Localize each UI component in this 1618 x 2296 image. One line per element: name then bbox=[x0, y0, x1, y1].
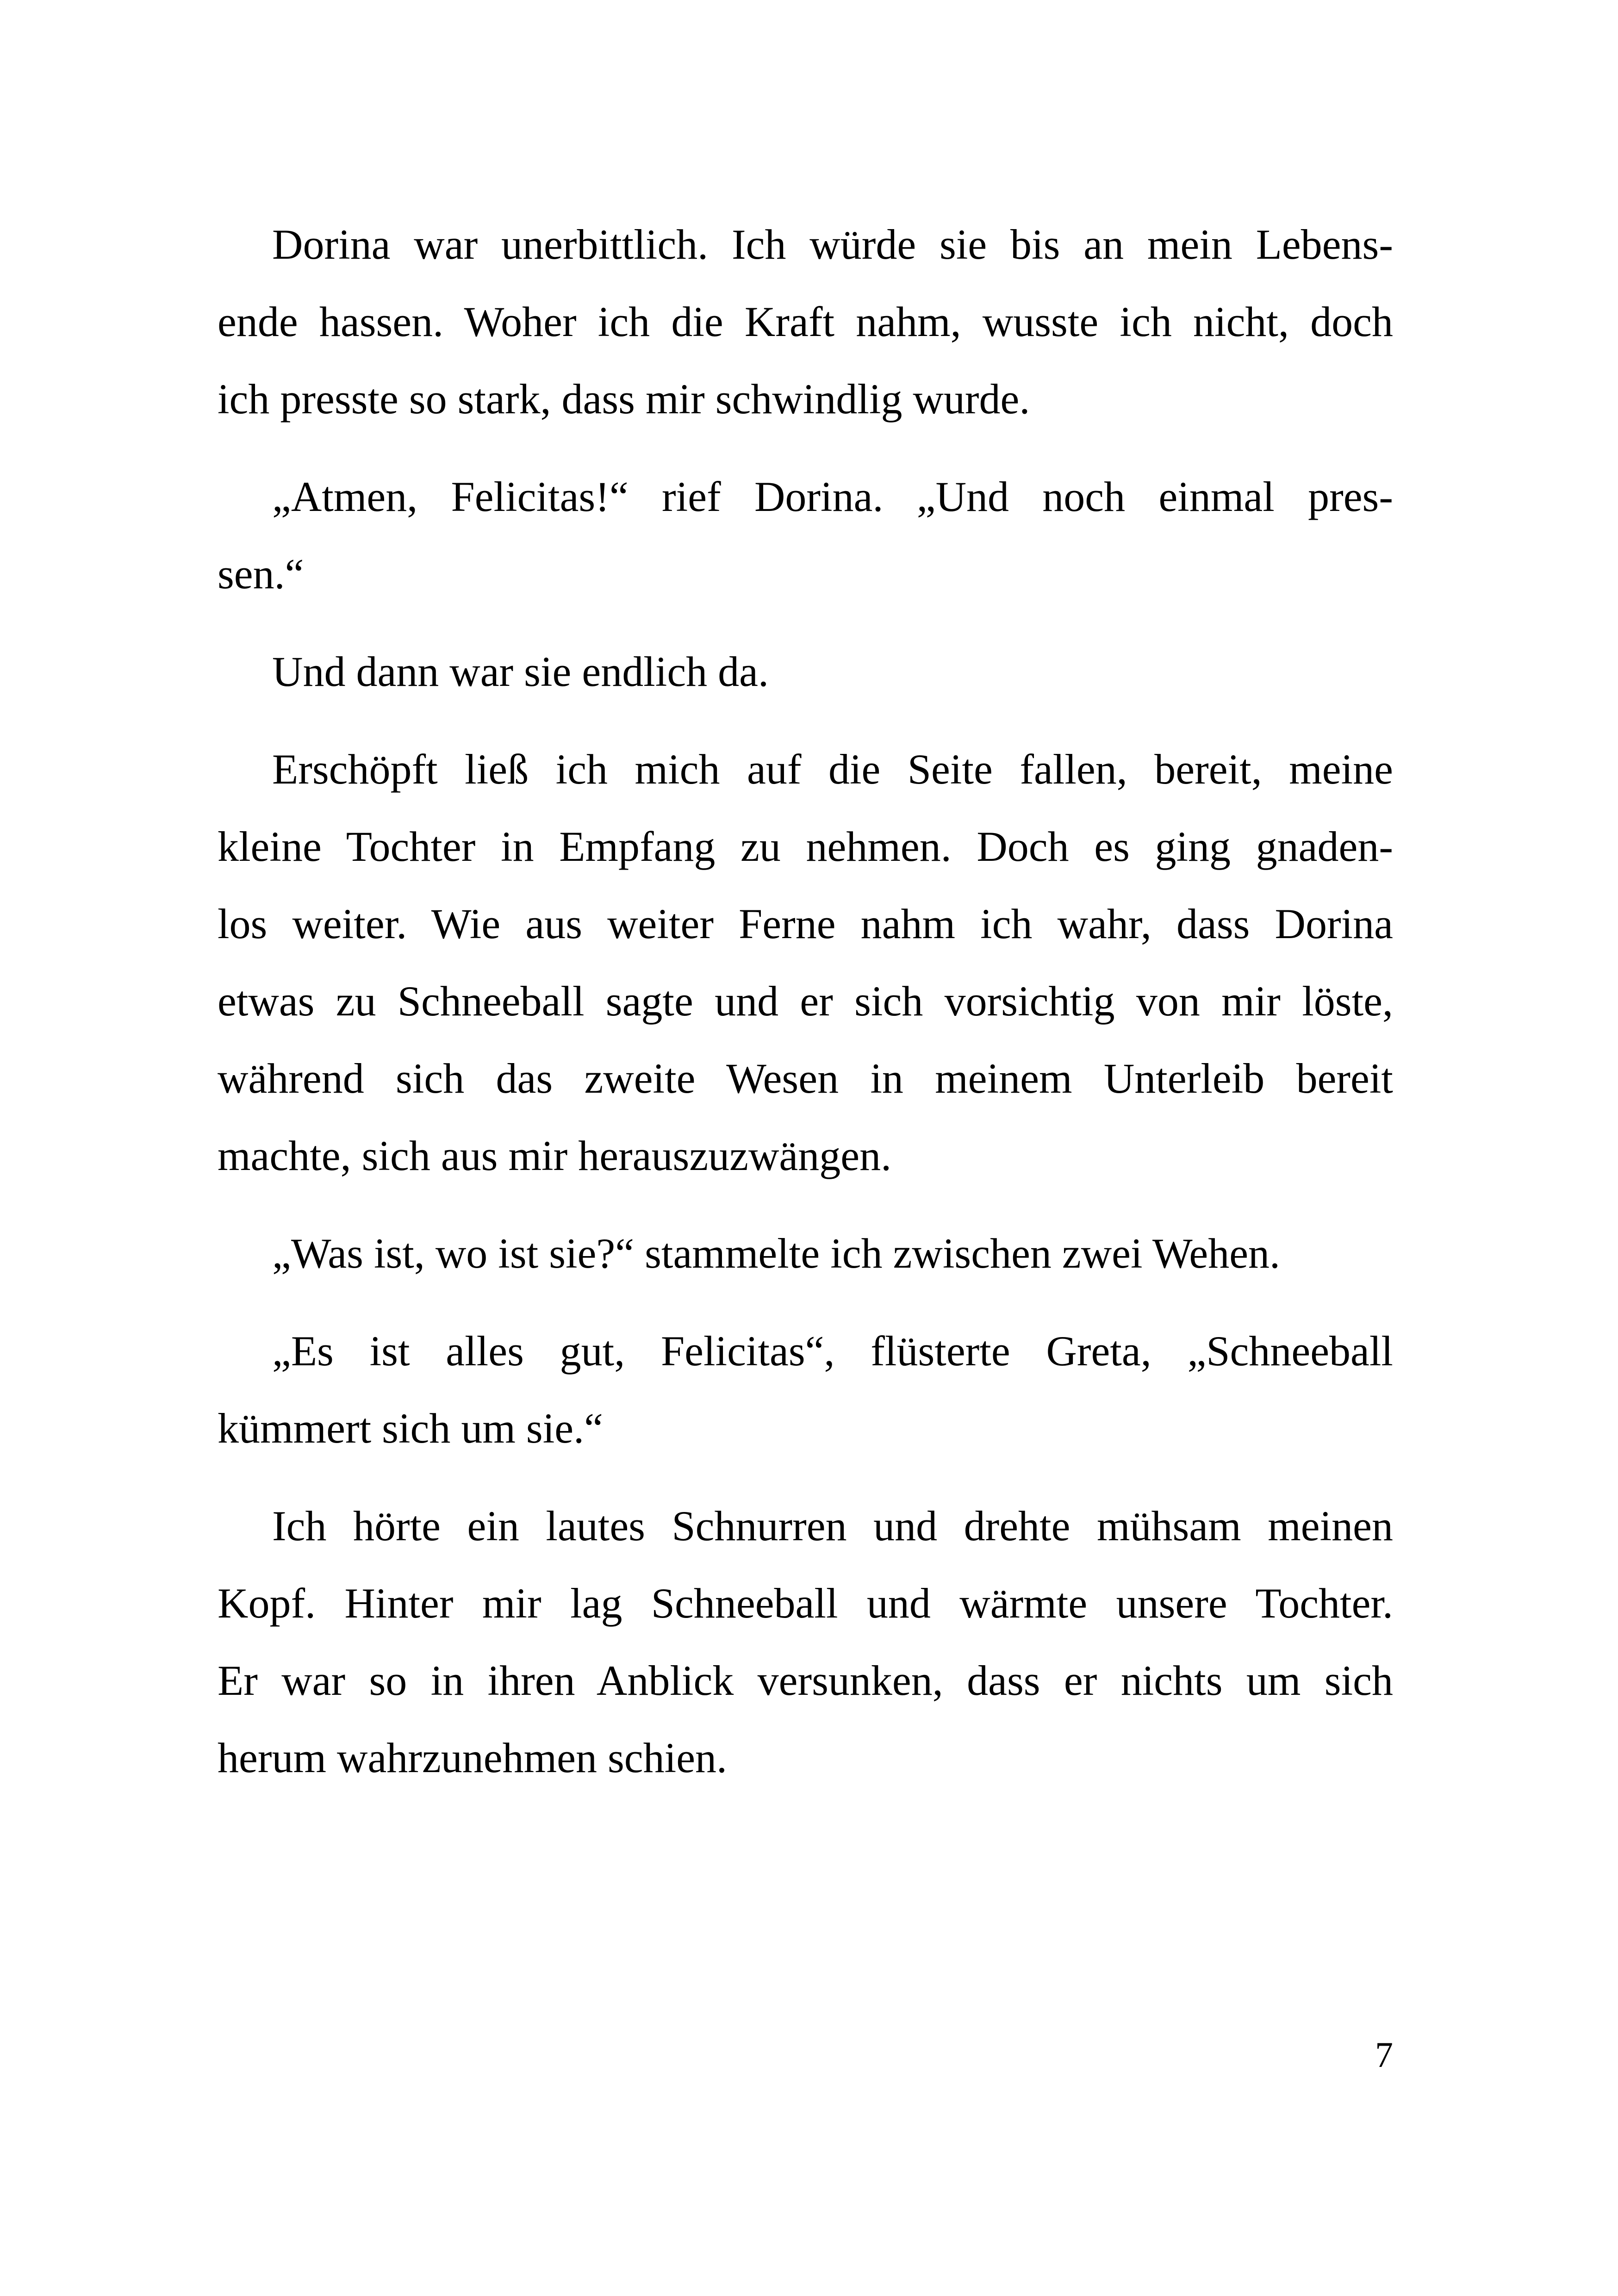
text-line: Er war so in ihren Anblick versunken, dass er nichts um sich bbox=[218, 1657, 1393, 1704]
text-line: „Es ist alles gut, Felicitas“, flüsterte Greta, „Schneeball bbox=[272, 1327, 1393, 1375]
text-line: herum wahrzunehmen schien. bbox=[218, 1734, 728, 1781]
text-line: Kopf. Hinter mir lag Schneeball und wärmte unsere Tochter. bbox=[218, 1580, 1393, 1627]
text-line: machte, sich aus mir herauszuzwängen. bbox=[218, 1132, 892, 1179]
page-number: 7 bbox=[1375, 2035, 1393, 2075]
text-line: ende hassen. Woher ich die Kraft nahm, wusste ich nicht, doch bbox=[218, 298, 1393, 345]
text-line: kümmert sich um sie.“ bbox=[218, 1405, 603, 1452]
text-line: während sich das zweite Wesen in meinem Unterleib bereit bbox=[218, 1055, 1393, 1102]
text-line: etwas zu Schneeball sagte und er sich vorsichtig von mir löste, bbox=[218, 977, 1393, 1025]
paragraph-5 bbox=[218, 1215, 1393, 1292]
text-line: Erschöpft ließ ich mich auf die Seite fallen, bereit, meine bbox=[272, 746, 1393, 793]
text-line: Dorina war unerbittlich. Ich würde sie bis an mein Lebens- bbox=[272, 221, 1393, 268]
text-line: los weiter. Wie aus weiter Ferne nahm ich wahr, dass Dorina bbox=[218, 900, 1393, 947]
paragraph-3 bbox=[218, 633, 1393, 710]
paragraph-1 bbox=[218, 206, 1393, 438]
paragraph-6 bbox=[218, 1313, 1393, 1467]
text-line: Und dann war sie endlich da. bbox=[272, 648, 769, 695]
text-line: ich presste so stark, dass mir schwindlig wurde. bbox=[218, 375, 1030, 423]
text-line: sen.“ bbox=[218, 550, 304, 597]
paragraph-4 bbox=[218, 731, 1393, 1195]
text-line: kleine Tochter in Empfang zu nehmen. Doch es ging gnaden- bbox=[218, 823, 1393, 870]
paragraph-7 bbox=[218, 1487, 1393, 1797]
text-line: „Atmen, Felicitas!“ rief Dorina. „Und noch einmal pres- bbox=[272, 473, 1393, 520]
text-line: Ich hörte ein lautes Schnurren und drehte mühsam meinen bbox=[272, 1502, 1393, 1549]
paragraph-2 bbox=[218, 458, 1393, 613]
text-line: „Was ist, wo ist sie?“ stammelte ich zwischen zwei Wehen. bbox=[272, 1230, 1281, 1277]
body-text bbox=[218, 206, 1393, 1817]
